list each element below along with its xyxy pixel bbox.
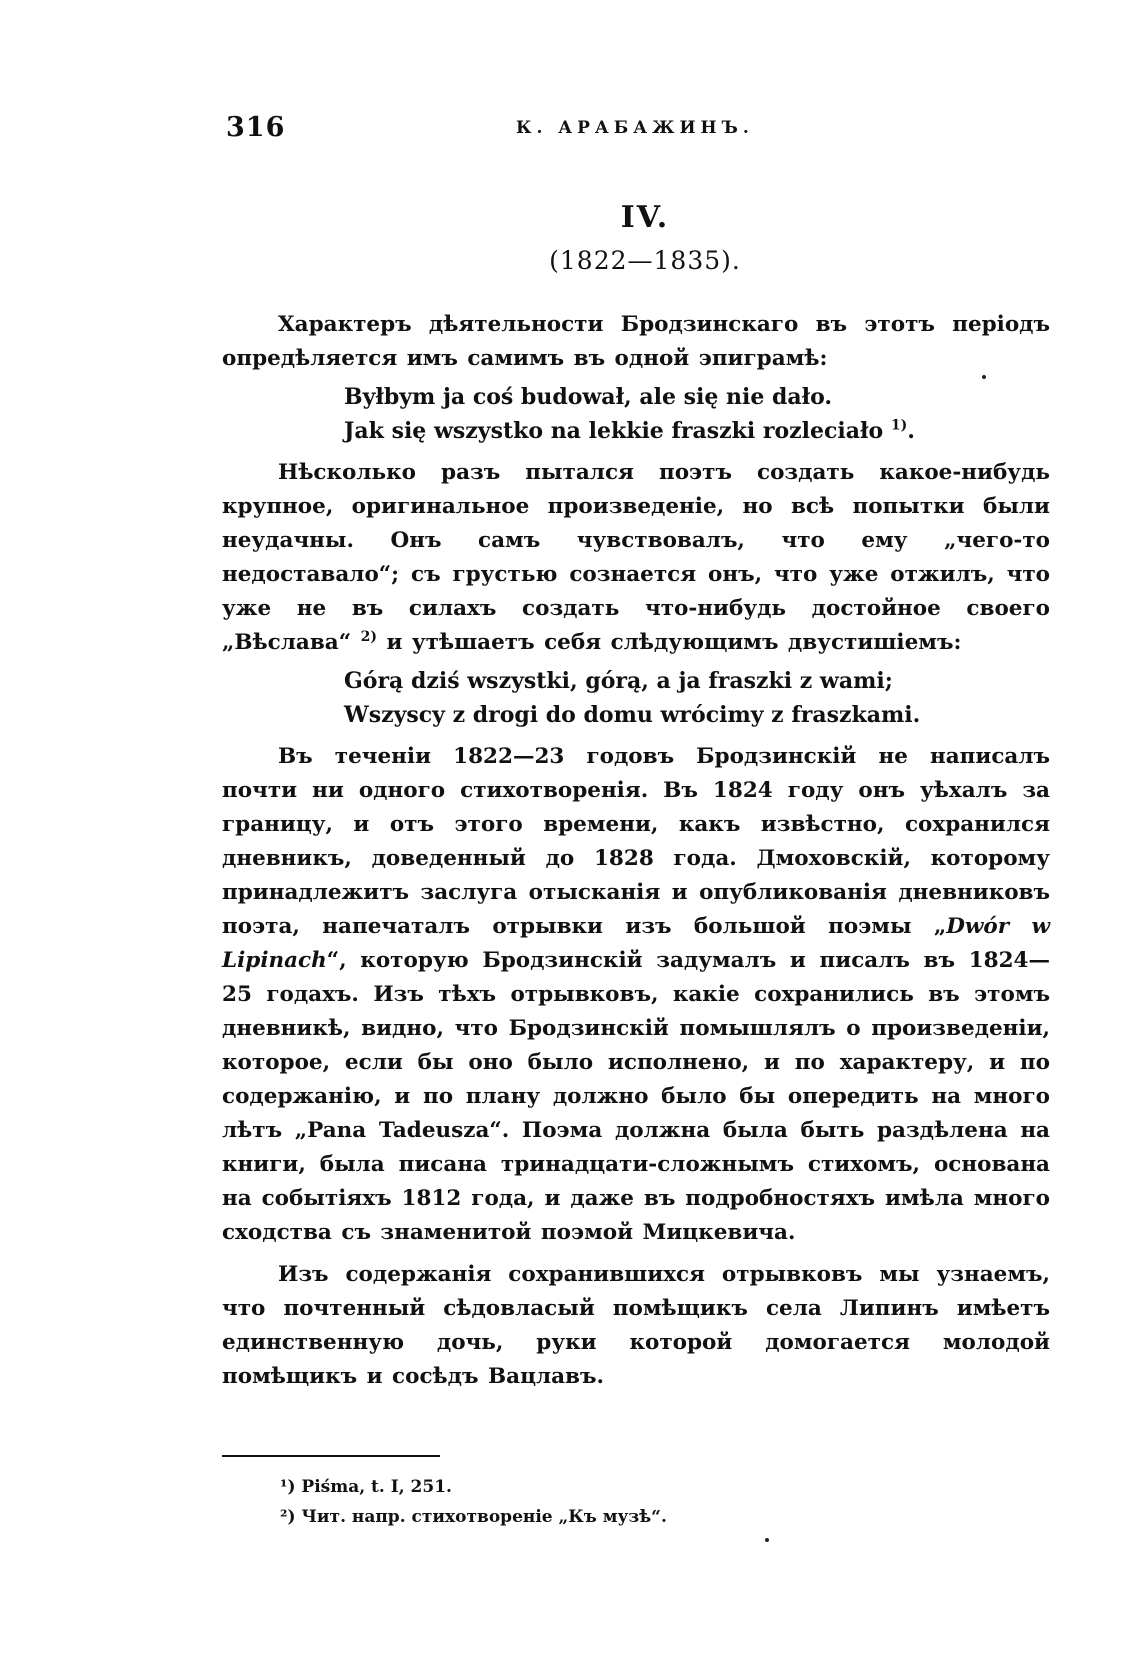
footnote-ref-2: 2) (360, 628, 377, 645)
paragraph-3 (222, 740, 1050, 1250)
verse-line-text: Jak się wszystko na lekkie fraszki rozleciało (344, 418, 884, 444)
paragraph-2-end: и утѣшаетъ себя слѣдующимъ двустишіемъ: (376, 630, 962, 655)
page-number: 316 (226, 112, 286, 143)
verse-line (344, 414, 1050, 448)
scan-speck (982, 375, 986, 379)
verse-line-end: . (907, 418, 915, 444)
footnote-ref-1: 1) (890, 417, 908, 434)
footnote-2: ²) Чит. напр. стихотвореніе „Къ музѣ“. (280, 1507, 667, 1527)
verse-line: Górą dziś wszystki, górą, a ja fraszki z wami; (344, 668, 893, 694)
paragraph-3-end: “, которую Бродзинскій задумалъ и писалъ въ 1824—25 годахъ. Изъ тѣхъ отрывковъ, какіе сохранились въ этомъ дневникѣ, видно, что Бродзинскій помышлялъ о произведеніи, которое, если бы оно было исполнено, и по характеру, и по содержанію, и по плану должно было бы опередить на много лѣтъ „Pana Tadeusza“. Поэма должна была быть раздѣлена на книги, была писана тринадцати-сложнымъ стихомъ, основана на событіяхъ 1812 года, и даже въ подробностяхъ имѣла много сходства съ знаменитой поэмой Мицкевича. (222, 948, 1050, 1245)
couplet-verse (344, 664, 1050, 732)
paragraph-2 (222, 456, 1050, 660)
footnotes (280, 1472, 1040, 1532)
epigram-verse (344, 380, 1050, 448)
section-dates: (1822—1835). (549, 246, 741, 275)
running-head (226, 112, 1046, 152)
scan-speck (765, 1538, 769, 1542)
paragraph-3-text: Въ теченіи 1822—23 годовъ Бродзинскій не написалъ почти ни одного стихотворенія. Въ 1824 году онъ уѣхалъ за границу, и отъ этого времени, какъ извѣстно, сохранился дневникъ, доведенный до 1828 года. Дмоховскій, которому принадлежитъ заслуга отысканія и опубликованія дневниковъ поэта, напечаталъ отрывки изъ большой поэмы „ (222, 744, 1050, 939)
running-head-author: К. АРАБАЖИНЪ. (516, 118, 754, 138)
verse-line: Wszyscy z drogi do domu wrócimy z fraszkami. (344, 702, 921, 728)
paragraph-1: Характеръ дѣятельности Бродзинскаго въ этотъ періодъ опредѣляется имъ самимъ въ одной эпиграмѣ: (222, 312, 1050, 371)
paragraph-4: Изъ содержанія сохранившихся отрывковъ мы узнаемъ, что почтенный сѣдовласый помѣщикъ села Липинъ имѣетъ единственную дочь, руки которой домогается молодой помѣщикъ и сосѣдъ Вацлавъ. (222, 1262, 1050, 1389)
body-text (222, 308, 1050, 1394)
poem-title: Dwór w Lipinach (222, 914, 1050, 973)
verse-line: Byłbym ja coś budował, ale się nie dało. (344, 384, 833, 410)
section-number: IV. (620, 200, 670, 235)
paragraph-2-text: Нѣсколько разъ пытался поэтъ создать какое-нибудь крупное, оригинальное произведеніе, но всѣ попытки были неудачны. Онъ самъ чувствовалъ, что ему „чего-то недоставало“; съ грустью сознается онъ, что уже отжилъ, что уже не въ силахъ создать что-нибудь достойное своего „Вѣслава“ (222, 460, 1050, 655)
footnote-1: ¹) Piśma, t. I, 251. (280, 1477, 452, 1497)
footnote-divider (222, 1455, 440, 1457)
